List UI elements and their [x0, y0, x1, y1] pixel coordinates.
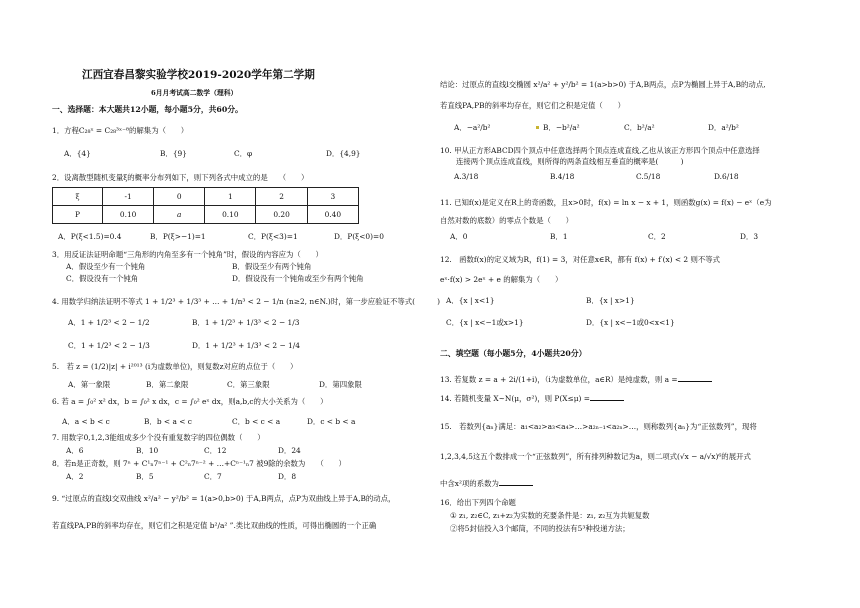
section-heading-choice: 一、选择题：本大题共12小题，每小题5分，共60分。 — [52, 105, 243, 114]
page-subtitle: 6月月考试高二数学（理科） — [151, 89, 238, 97]
table-cell: -1 — [103, 188, 154, 206]
question-14-stem: 14. 若随机变量 X~N(μ，σ²)，则 P(X≤μ) = — [440, 394, 590, 403]
question-8-option-d: D．8 — [278, 472, 297, 481]
question-10-option-a: A.3/18 — [454, 172, 479, 181]
question-11-option-b: B．1 — [550, 232, 568, 241]
question-3-option-c: C．假设没有一个钝角 — [66, 274, 139, 283]
question-3-option-a: A．假设至少有一个钝角 — [66, 262, 146, 271]
question-11-option-d: D．3 — [740, 232, 759, 241]
question-2-option-c: C．P(ξ<3)=1 — [248, 232, 298, 241]
question-9-line-1: 9. “过原点的直线l交双曲线 x²/a² − y²/b² = 1(a>0,b>0) 于A,B两点，点P为双曲线上异于A,B的动点， — [52, 494, 396, 503]
question-12-option-c: C．{x | x<−1或x>1} — [446, 318, 524, 327]
question-3-stem: 3．用反证法证明命题“三角形的内角至多有一个钝角”时，假设的内容应为（ ） — [52, 250, 323, 259]
question-13 — [440, 374, 712, 385]
question-7-option-a: A．6 — [66, 446, 84, 455]
question-10-option-d: D.6/18 — [714, 172, 739, 181]
question-16-stem: 16．给出下列四个命题 — [440, 498, 516, 507]
table-cell: 0.20 — [256, 206, 307, 224]
table-cell: 1 — [205, 188, 256, 206]
question-3-option-d: D．假设没有一个钝角或至少有两个钝角 — [232, 274, 364, 283]
question-4-option-a: A．1 + 1/2³ < 2 − 1/2 — [68, 318, 150, 327]
table-cell: 0.10 — [205, 206, 256, 224]
table-cell: 2 — [256, 188, 307, 206]
question-9-line-3: 结论：过原点的直线l交椭圆 x²/a² + y²/b² = 1(a>b>0) 于A,B两点，点P为椭圆上异于A,B的动点, — [440, 80, 766, 89]
question-3-option-b: B．假设至少有两个钝角 — [232, 262, 312, 271]
question-2-option-d: D．P(ξ<0)=0 — [334, 232, 384, 241]
question-4-option-d: D．1 + 1/2³ + 1/3³ < 2 − 1/4 — [192, 341, 300, 350]
question-1-stem: 1．方程C₂₈ˣ = C₂₈³ˣ⁻⁸的解集为（ ） — [52, 126, 189, 135]
question-16-item-1: ① z₁, z₂∈C, z₁+z₂为实数的充要条件是：z₁, z₂互为共轭复数 — [450, 511, 650, 520]
question-2-option-b: B．P(ξ>−1)=1 — [150, 232, 206, 241]
page-title: 江西宜春昌黎实验学校2019-2020学年第二学期 — [82, 69, 315, 81]
question-11-line-1: 11. 已知f(x)是定义在R上的奇函数，且x>0时，f(x) = ln x − x + 1，则函数g(x) = f(x) − eˣ（e为 — [440, 198, 772, 207]
question-7-option-b: B．10 — [136, 446, 159, 455]
question-4-option-c: C．1 + 1/2³ < 2 − 1/3 — [68, 341, 150, 350]
question-6-option-c: C．b < c < a — [232, 417, 281, 426]
table-row — [53, 206, 359, 224]
question-11-option-a: A．0 — [450, 232, 468, 241]
question-9-option-c: C．b²/a² — [624, 123, 655, 132]
table-cell: 0.40 — [307, 206, 358, 224]
question-12-option-a: A．{x | x<1} — [446, 296, 495, 305]
answer-blank — [499, 478, 533, 486]
question-9-option-d: D．a²/b² — [708, 123, 739, 132]
question-13-stem: 13. 若复数 z = a + 2i/(1+i)，（i为虚数单位，a∈R）是纯虚数，则 a = — [440, 375, 678, 384]
question-7-stem: 7. 用数字0,1,2,3能组成多少个没有重复数字的四位偶数（ ） — [52, 433, 265, 442]
question-15-line-2: 1,2,3,4,5这五个数排成一个“正弦数列”，所有排列种数记为a，则二项式(√x − a/√x)⁶的展开式 — [440, 452, 751, 461]
question-15-line-3 — [440, 478, 533, 489]
question-11-line-2: 自然对数的底数）的零点个数是（ ） — [440, 216, 574, 225]
question-14 — [440, 393, 624, 404]
question-5-stem: 5. 若 z = (1/2)|z| + i²⁰¹³ (i为虚数单位)，则复数z对应的点位于（ ） — [52, 362, 298, 371]
question-7-option-d: D．24 — [278, 446, 301, 455]
question-11-option-c: C．2 — [648, 232, 666, 241]
question-12-option-d: D．{x | x<−1或0<x<1} — [586, 318, 675, 327]
question-4-option-b: B．1 + 1/2³ + 1/3³ < 2 − 1/3 — [192, 318, 300, 327]
question-8-option-b: B．5 — [136, 472, 154, 481]
question-16-item-2: ②将5封信投入3个邮筒，不同的投法有5³种投递方法； — [450, 524, 630, 533]
question-8-stem: 8．若n是正奇数，则 7ⁿ + C¹ₙ7ⁿ⁻¹ + C²ₙ7ⁿ⁻² + …+Cⁿ⁻¹ₙ7 被9除的余数为 （ ） — [52, 459, 346, 468]
highlight-mark — [536, 126, 539, 129]
question-6-option-a: A．a < b < c — [62, 417, 110, 426]
question-5-option-d: D．第四象限 — [319, 380, 362, 389]
question-9-option-a: A．−a²/b² — [454, 123, 491, 132]
question-9-option-b — [536, 123, 580, 133]
question-6-stem: 6. 若 a = ∫₀² x² dx，b = ∫₀² x dx，c = ∫₀² eˣ dx，则a,b,c的大小关系为（ ） — [52, 397, 328, 406]
question-5-option-a: A．第一象限 — [68, 380, 111, 389]
question-2-stem: 2．设离散型随机变量ξ的概率分布列如下，则下列各式中成立的是 （ ） — [52, 173, 309, 182]
table-cell: ξ — [53, 188, 103, 206]
question-1-option-b: B．{9} — [160, 149, 187, 158]
question-6-option-d: D．c < b < a — [307, 417, 356, 426]
table-cell: a — [154, 206, 205, 224]
table-cell: 3 — [307, 188, 358, 206]
question-10-option-b: B.4/18 — [550, 172, 575, 181]
question-2-option-a: A．P(ξ<1.5)=0.4 — [58, 232, 122, 241]
question-7-option-c: C．12 — [204, 446, 227, 455]
probability-table — [52, 187, 359, 224]
question-1-option-c: C．φ — [234, 149, 253, 158]
question-12-line-2: eˣ·f(x) > 2eˣ + e 的解集为（ ） — [440, 275, 563, 284]
question-8-option-a: A．2 — [66, 472, 84, 481]
table-cell: P — [53, 206, 103, 224]
question-5-option-b: B．第二象限 — [146, 380, 189, 389]
question-6-option-b: B．b < a < c — [144, 417, 192, 426]
question-8-option-c: C．7 — [204, 472, 222, 481]
answer-blank — [678, 374, 712, 382]
question-4-stem: 4. 用数学归纳法证明不等式 1 + 1/2³ + 1/3³ + … + 1/n³ < 2 − 1/n (n≥2, n∈N.)时，第一步应验证不等式( ) — [52, 297, 441, 306]
question-10-line-1: 10. 甲从正方形ABCD四个顶点中任意选择两个顶点连成直线,乙也从该正方形四个顶点中任意选择 — [440, 146, 760, 155]
section-heading-fill-blank: 二、填空题（每小题5分，4小题共20分） — [440, 349, 587, 358]
question-9-line-2: 若直线PA,PB的斜率均存在，则它们之积是定值 b²/a² ”.类比双曲线的性质，可得出椭圆的一个正确 — [52, 521, 377, 530]
question-9-option-b-text: B．−b²/a² — [543, 123, 580, 132]
question-10-line-2: 连接两个顶点连成直线，则所得的两条直线相互垂直的概率是( ) — [456, 157, 684, 166]
question-1-option-a: A．{4} — [64, 149, 91, 158]
question-15-line-1: 15. 若数列{aₙ}满足：a₁<a₂>a₃<a₄>…>a₂ₙ₋₁<a₂ₙ>…，则称数列{aₙ}为“正弦数列”，现将 — [440, 422, 757, 431]
question-15-line-3-text: 中含x²项的系数为 — [440, 479, 499, 488]
table-cell: 0 — [154, 188, 205, 206]
table-cell: 0.10 — [103, 206, 154, 224]
question-1-option-d: D．{4,9} — [326, 149, 361, 158]
question-9-line-4: 若直线PA,PB的斜率均存在，则它们之积是定值（ ） — [440, 101, 625, 110]
question-12-option-b: B．{x | x>1} — [586, 296, 635, 305]
question-5-option-c: C．第三象限 — [227, 380, 270, 389]
answer-blank — [590, 393, 624, 401]
table-row — [53, 188, 359, 206]
question-12-line-1: 12. 函数f(x)的定义域为R，f(1) = 3，对任意x∈R，都有 f(x) + f′(x) < 2 则不等式 — [440, 255, 721, 264]
question-10-option-c: C.5/18 — [636, 172, 661, 181]
